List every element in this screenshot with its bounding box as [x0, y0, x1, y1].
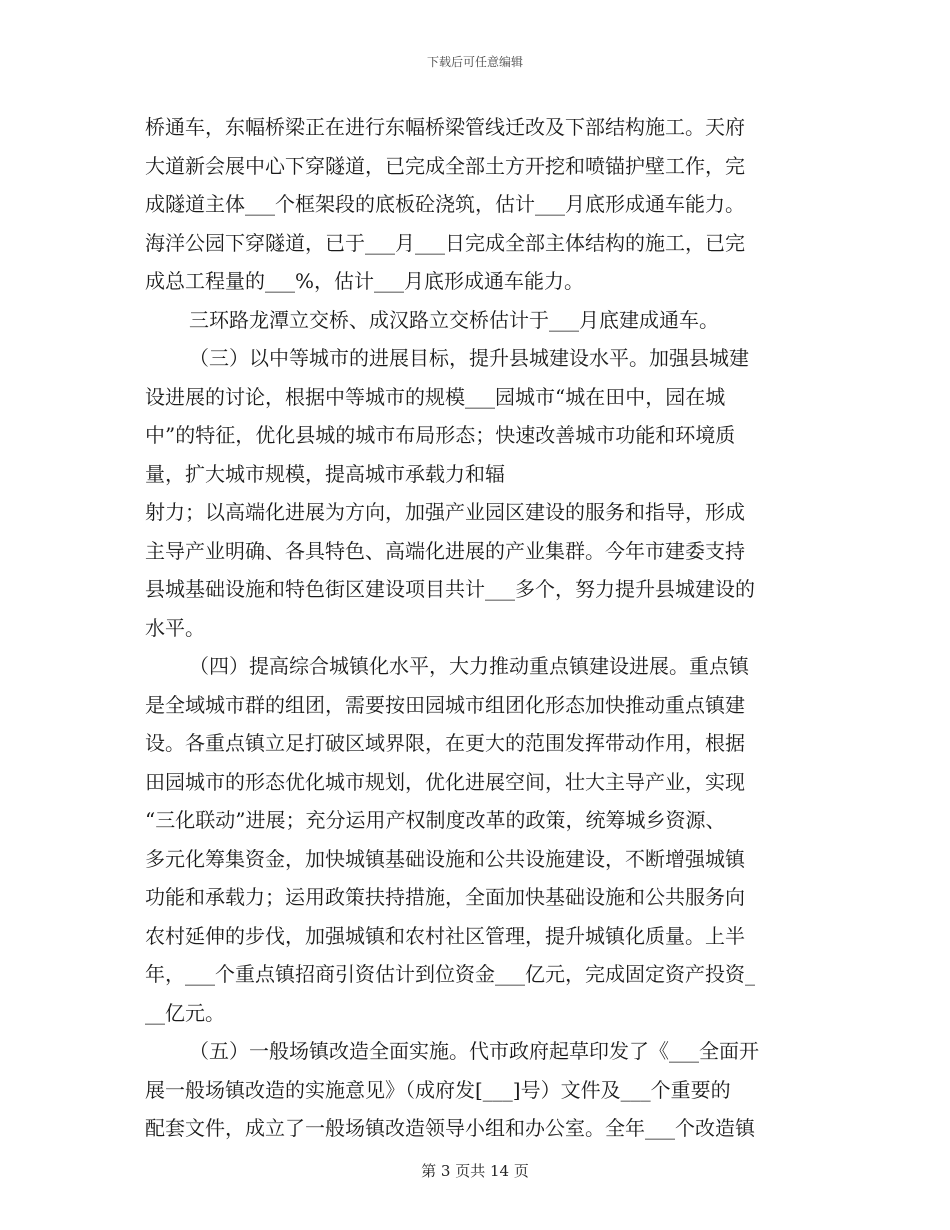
- text-line: “三化联动”进展；充分运用产权制度改革的政策，统筹城乡资源、: [145, 808, 726, 832]
- text-line: 海洋公园下穿隧道，已于___月___日完成全部主体结构的施工，已完: [145, 230, 745, 255]
- text-line: 中”的特征，优化县城的城市布局形态；快速改善城市功能和环境质: [145, 423, 736, 447]
- text-line: 量，扩大城市规模，提高城市承载力和辐: [145, 461, 505, 486]
- page-header: 下载后可任意编辑: [426, 55, 523, 69]
- text-line: 设。各重点镇立足打破区域界限，在更大的范围发挥带动作用，根据: [145, 731, 745, 755]
- text-line: 年，___个重点镇招商引资估计到位资金___亿元，完成固定资产投资_: [145, 962, 755, 986]
- text-line: 水平。: [145, 615, 205, 640]
- text-line: 设进展的讨论，根据中等城市的规模___园城市“城在田中，园在城: [145, 384, 726, 409]
- text-line: 大道新会展中心下穿隧道，已完成全部土方开挖和喷锚护壁工作，完: [145, 153, 745, 178]
- text-line: 主导产业明确、各具特色、高端化进展的产业集群。今年市建委支持: [145, 538, 745, 563]
- text-line: 配套文件，成立了一般场镇改造领导小组和办公室。全年___个改造镇: [145, 1116, 755, 1140]
- text-line: __亿元。: [145, 1000, 225, 1025]
- text-line: 三环路龙潭立交桥、成汉路立交桥估计于___月底建成通车。: [189, 307, 719, 332]
- text-line: 农村延伸的步伐，加强城镇和农村社区管理，提升城镇化质量。上半: [145, 923, 745, 948]
- text-line: 成隧道主体___个框架段的底板砼浇筑，估计___月底形成通车能力。: [145, 192, 745, 216]
- text-line: 田园城市的形态优化城市规划，优化进展空间，壮大主导产业，实现: [145, 769, 745, 794]
- text-line: 县城基础设施和特色街区建设项目共计___多个，努力提升县城建设的: [145, 577, 755, 601]
- text-line: 成总工程量的___%，估计___月底形成通车能力。: [145, 269, 585, 293]
- text-line: 展一般场镇改造的实施意见》（成府发[___]号）文件及___个重要的: [145, 1077, 731, 1102]
- text-line: 是全域城市群的组团，需要按田园城市组团化形态加快推动重点镇建: [145, 692, 745, 717]
- text-line: 功能和承载力；运用政策扶持措施，全面加快基础设施和公共服务向: [145, 885, 745, 909]
- text-line: 多元化筹集资金，加快城镇基础设施和公共设施建设，不断增强城镇: [145, 846, 745, 871]
- text-line: （五）一般场镇改造全面实施。代市政府起草印发了《___全面开: [189, 1039, 759, 1063]
- text-line: （三）以中等城市的进展目标，提升县城建设水平。加强县城建: [189, 346, 749, 370]
- document-body: [145, 108, 809, 1148]
- text-line: 射力；以高端化进展为方向，加强产业园区建设的服务和指导，形成: [145, 500, 745, 524]
- text-line: （四）提高综合城镇化水平，大力推动重点镇建设进展。重点镇: [189, 654, 749, 678]
- text-line: 桥通车，东幅桥梁正在进行东幅桥梁管线迁改及下部结构施工。天府: [145, 115, 745, 139]
- page-footer: 第 3 页共 14 页: [421, 1162, 529, 1180]
